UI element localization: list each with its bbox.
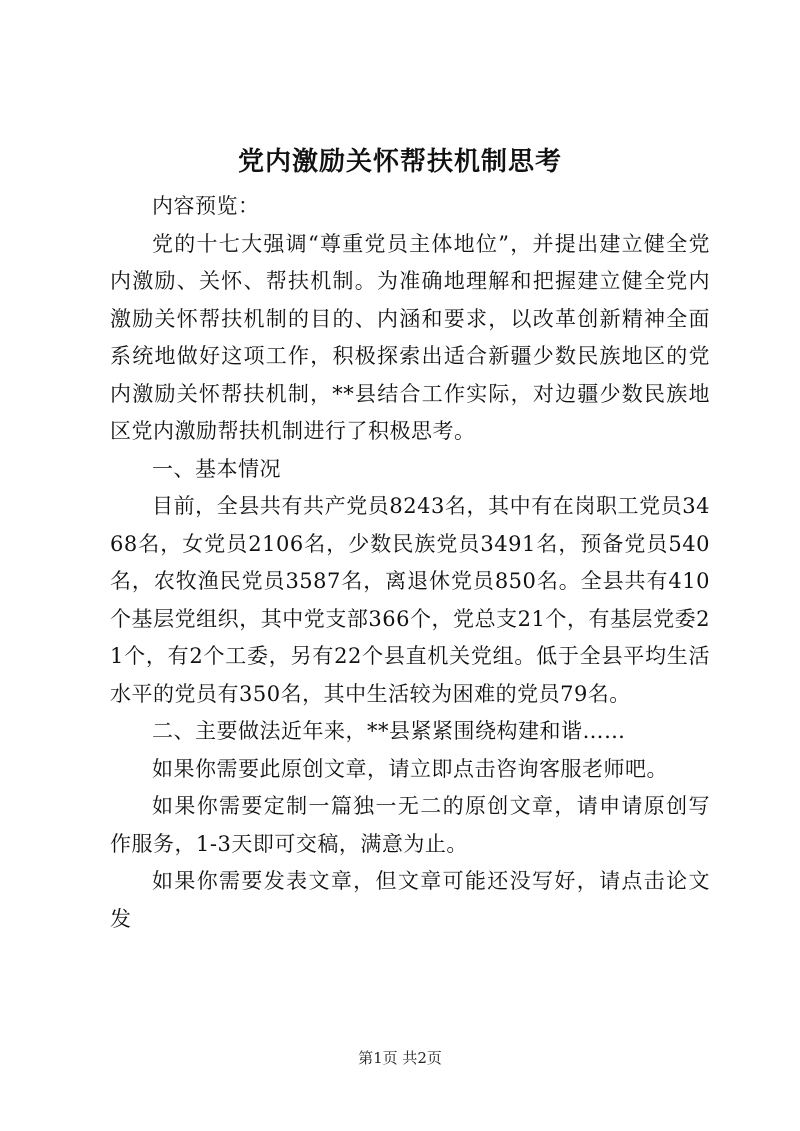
- paragraph-intro: 党的十七大强调“尊重党员主体地位”，并提出建立健全党内激励、关怀、帮扶机制。为准确地理解和把握建立健全党内激励关怀帮扶机制的目的、内涵和要求，以改革创新精神全面系统地做好这项工作，积极探索出适合新疆少数民族地区的党内激励关怀帮扶机制，**县结合工作实际，对边疆少数民族地区党内激励帮扶机制进行了积极思考。: [110, 231, 710, 443]
- section-heading-basic-situation: 一、基本情况: [152, 456, 281, 481]
- paragraph-statistics: 目前，全县共有共产党员8243名，其中有在岗职工党员3468名，女党员2106名，少数民族党员3491名，预备党员540名，农牧渔民党员3587名，离退休党员850名。全县共有410个基层党组织，其中党支部366个，党总支21个，有基层党委21个，有2个工委，另有22个县直机关党组。低于全县平均生活水平的党员有350名，其中生活较为困难的党员79名。: [110, 494, 710, 706]
- page-number-footer: 第1页 共2页: [358, 1049, 442, 1067]
- section-heading-main-practices: 二、主要做法近年来，**县紧紧围绕构建和谐……: [152, 719, 626, 743]
- paragraph-custom-writing: 如果你需要定制一篇独一无二的原创文章，请申请原创写作服务，1-3天即可交稿，满意为止。: [110, 794, 710, 856]
- paragraph-preview-label: 内容预览：: [152, 194, 260, 218]
- paragraph-consult-service: 如果你需要此原创文章，请立即点击咨询客服老师吧。: [152, 756, 668, 781]
- document-title: 党内激励关怀帮扶机制思考: [237, 147, 562, 177]
- paragraph-publish-service: 如果你需要发表文章，但文章可能还没写好，请点击论文发: [110, 869, 710, 931]
- document-body: [110, 188, 710, 938]
